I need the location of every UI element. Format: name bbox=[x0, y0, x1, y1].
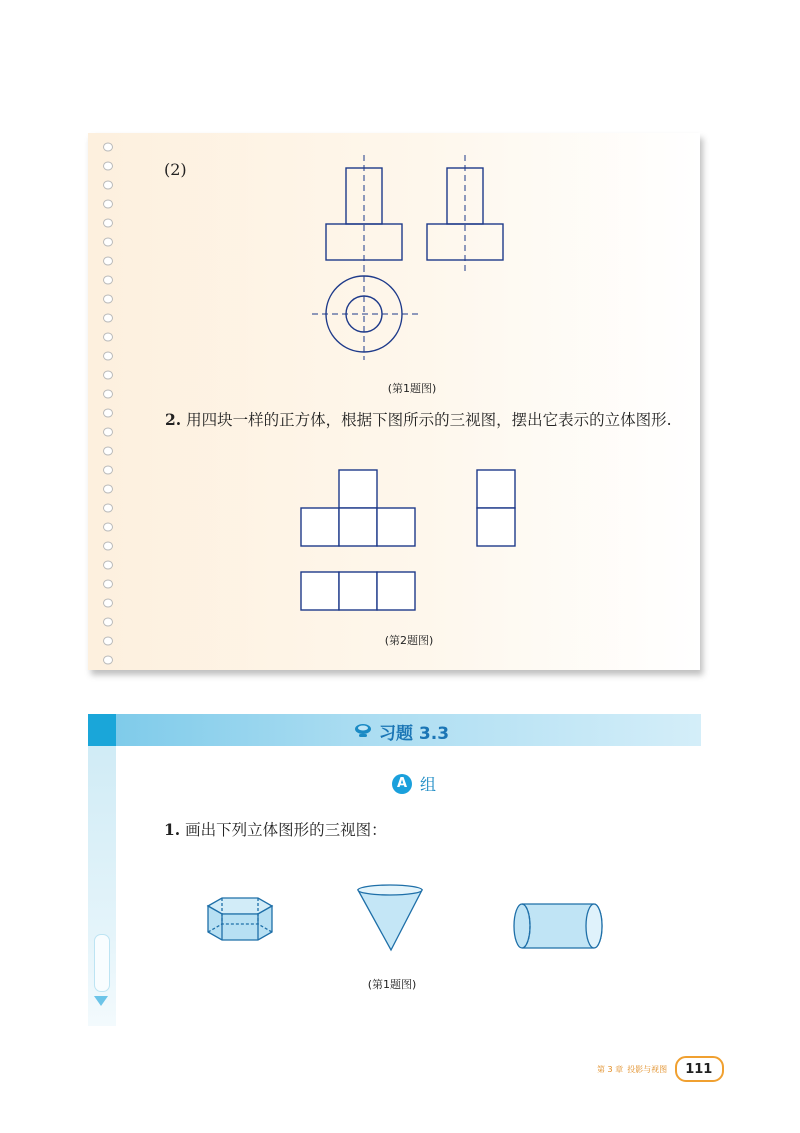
notebook-ring-hole bbox=[104, 238, 113, 246]
notebook-ring-hole bbox=[104, 257, 113, 265]
section-title-text: 习题 3.3 bbox=[379, 723, 450, 744]
notebook-rings bbox=[88, 133, 124, 670]
notebook-ring-hole bbox=[104, 371, 113, 379]
group-heading bbox=[392, 772, 436, 795]
notebook-ring-hole bbox=[104, 656, 113, 664]
notebook-ring-hole bbox=[104, 637, 113, 645]
notebook-ring-hole bbox=[104, 447, 113, 455]
notebook-ring-hole bbox=[104, 523, 113, 531]
figure1-caption: (第1题图) bbox=[387, 382, 437, 395]
notebook-ring-hole bbox=[104, 314, 113, 322]
notebook-ring-hole bbox=[104, 143, 113, 151]
group-badge: A bbox=[392, 774, 412, 794]
front-view-square bbox=[339, 470, 377, 508]
figure2-caption: (第2题图) bbox=[384, 634, 434, 647]
question-2-body: 用四块一样的正方体，根据下图所示的三视图，摆出它表示的立体图形. bbox=[186, 411, 672, 429]
exercise-1-body: 画出下列立体图形的三视图： bbox=[185, 821, 387, 839]
page-number: 111 bbox=[675, 1056, 724, 1082]
front-view-square bbox=[377, 508, 415, 546]
scroll-slot[interactable] bbox=[94, 934, 110, 992]
notebook-ring-hole bbox=[104, 428, 113, 436]
solids-figure-caption: (第1题图) bbox=[367, 978, 417, 991]
scroll-down-arrow-icon[interactable] bbox=[94, 996, 108, 1006]
hexagonal-prism bbox=[208, 898, 272, 940]
group-label-text: 组 bbox=[420, 775, 437, 794]
solids-figure bbox=[200, 880, 610, 955]
notebook-ring-hole bbox=[104, 219, 113, 227]
question-sub-label: (2) bbox=[164, 160, 187, 179]
notebook-ring-hole bbox=[104, 561, 113, 569]
page-footer bbox=[597, 1058, 724, 1080]
notebook-ring-hole bbox=[104, 504, 113, 512]
exercise-1-text bbox=[164, 818, 387, 840]
cylinder bbox=[514, 904, 602, 948]
three-view-figure-1 bbox=[300, 150, 520, 380]
notebook-ring-hole bbox=[104, 390, 113, 398]
top-view-square bbox=[377, 572, 415, 610]
notebook-ring-hole bbox=[104, 599, 113, 607]
notebook-ring-hole bbox=[104, 162, 113, 170]
question-2-text bbox=[132, 404, 672, 436]
front-view-square bbox=[301, 508, 339, 546]
notebook-ring-hole bbox=[104, 466, 113, 474]
question-2-number: 2. bbox=[165, 410, 182, 429]
side-view-square bbox=[477, 508, 515, 546]
footer-chapter: 第 3 章 bbox=[597, 1064, 624, 1074]
exercise-1-number: 1. bbox=[164, 820, 181, 839]
notebook-ring-hole bbox=[104, 295, 113, 303]
section-title bbox=[353, 718, 449, 744]
notebook-ring-hole bbox=[104, 352, 113, 360]
notebook-ring-hole bbox=[104, 542, 113, 550]
notebook-ring-hole bbox=[104, 333, 113, 341]
notebook-ring-hole bbox=[104, 181, 113, 189]
notebook-ring-hole bbox=[104, 580, 113, 588]
section-bowl-icon bbox=[353, 722, 373, 740]
side-view-square bbox=[477, 470, 515, 508]
cone bbox=[358, 885, 422, 950]
notebook-ring-hole bbox=[104, 200, 113, 208]
notebook-ring-hole bbox=[104, 485, 113, 493]
section-side-square bbox=[88, 714, 116, 746]
notebook-ring-hole bbox=[104, 618, 113, 626]
cube-three-view-figure-2 bbox=[295, 465, 525, 615]
top-view-square bbox=[301, 572, 339, 610]
front-view-square bbox=[339, 508, 377, 546]
top-view-square bbox=[339, 572, 377, 610]
footer-chapter-title: 投影与视图 bbox=[627, 1064, 668, 1074]
notebook-ring-hole bbox=[104, 409, 113, 417]
notebook-ring-hole bbox=[104, 276, 113, 284]
